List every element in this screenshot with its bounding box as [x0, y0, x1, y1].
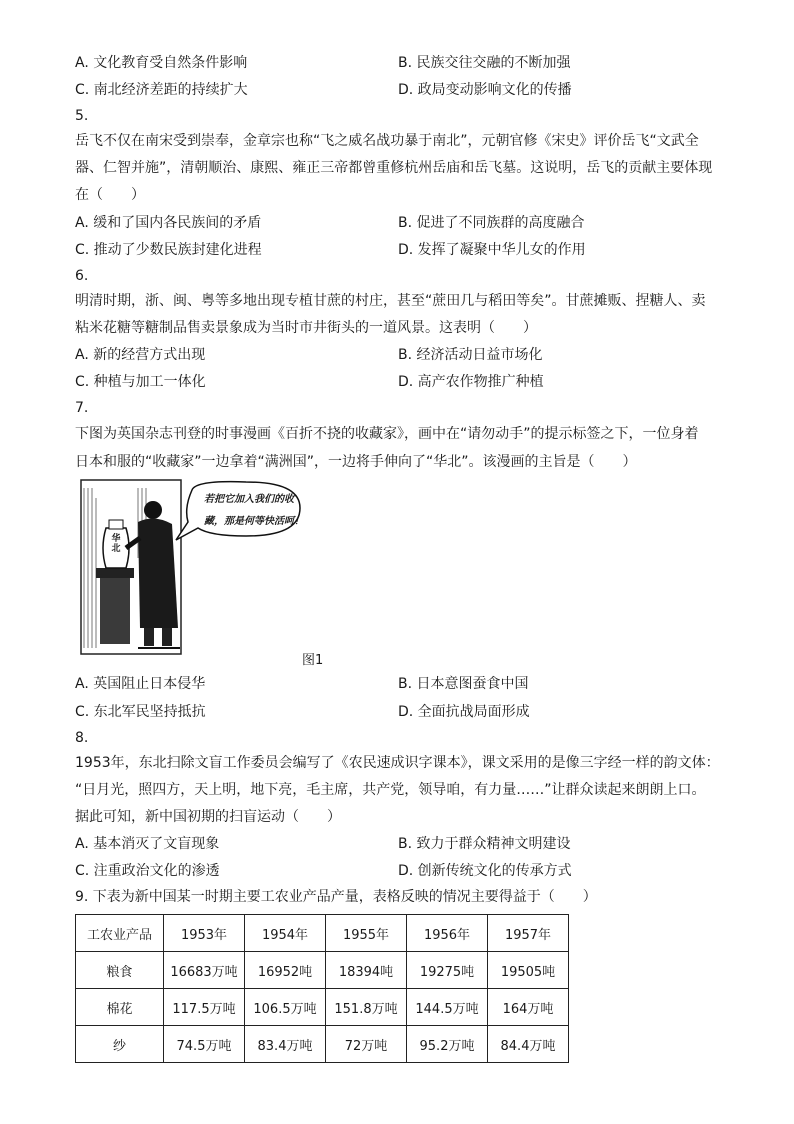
table-cell: 19275吨 [407, 952, 488, 989]
q8-stem-line-1: 1953年，东北扫除文盲工作委员会编写了《农民速成识字课本》，课文采用的是像三字经一样的韵文体： [75, 755, 720, 771]
table-cell: 74.5万吨 [164, 1026, 245, 1063]
table-cell: 纱 [76, 1026, 164, 1063]
table-row [76, 1026, 569, 1063]
q4-option-b: B. 民族交往交融的不断加强 [398, 55, 571, 71]
table-cell: 95.2万吨 [407, 1026, 488, 1063]
table-cell: 16683万吨 [164, 952, 245, 989]
q7-option-d: D. 全面抗战局面形成 [398, 704, 530, 720]
speech-text-line-1: 若把它加入我们的收 [204, 494, 294, 505]
q6-stem-line-1: 明清时期，浙、闽、粤等多地出现专植甘蔗的村庄，甚至“蔗田几与稻田等矣”。甘蔗摊贩、捏糖人、卖 [75, 293, 706, 309]
q7-option-c: C. 东北军民坚持抵抗 [75, 704, 206, 720]
table-row [76, 952, 569, 989]
q6-option-b: B. 经济活动日益市场化 [398, 347, 543, 363]
q6-option-a: A. 新的经营方式出现 [75, 347, 206, 363]
q5-option-c: C. 推动了少数民族封建化进程 [75, 242, 262, 258]
table-header-cell: 1957年 [488, 915, 569, 952]
q7-options-row-1 [75, 674, 725, 694]
q5-option-d: D. 发挥了凝聚中华儿女的作用 [398, 242, 586, 258]
q8-stem-line-2: “日月光，照四方，天上明，地下亮，毛主席，共产党，领导咱，有力量……”让群众读起来朗朗上口。 [75, 782, 706, 798]
q5-number: 5. [75, 108, 89, 124]
table-cell: 棉花 [76, 989, 164, 1026]
production-table [75, 914, 569, 1063]
figure-caption: 图1 [302, 653, 324, 668]
q6-stem-line-2: 粘米花糖等糖制品售卖景象成为当时市井街头的一道风景。这表明（ ） [75, 320, 537, 336]
q4-options-row-1 [75, 53, 725, 73]
q4-option-a: A. 文化教育受自然条件影响 [75, 55, 248, 71]
cartoon-figure [80, 478, 302, 656]
table-header-cell: 1956年 [407, 915, 488, 952]
q8-option-c: C. 注重政治文化的渗透 [75, 863, 220, 879]
table-cell: 151.8万吨 [326, 989, 407, 1026]
q5-option-b: B. 促进了不同族群的高度融合 [398, 215, 585, 231]
q6-options-row-2 [75, 372, 725, 392]
q7-stem-line-2: 日本和服的“收藏家”一边拿着“满洲国”，一边将手伸向了“华北”。该漫画的主旨是（ ） [75, 454, 637, 470]
table-cell: 19505吨 [488, 952, 569, 989]
table-cell: 16952吨 [245, 952, 326, 989]
q6-option-d: D. 高产农作物推广种植 [398, 374, 544, 390]
q4-options-row-2 [75, 80, 725, 100]
q5-stem-line-3: 在（ ） [75, 187, 145, 203]
q7-number: 7. [75, 400, 89, 416]
q9-stem: 9. 下表为新中国某一时期主要工农业产品产量，表格反映的情况主要得益于（ ） [75, 889, 597, 905]
table-header-cell: 1953年 [164, 915, 245, 952]
table-cell: 18394吨 [326, 952, 407, 989]
table-cell: 粮食 [76, 952, 164, 989]
table-cell: 106.5万吨 [245, 989, 326, 1026]
q5-stem-line-2: 器、仁智并施”，清朝顺治、康熙、雍正三帝都曾重修杭州岳庙和岳飞墓。这说明，岳飞的贡献主要体现 [75, 160, 713, 176]
q8-options-row-2 [75, 861, 725, 881]
table-cell: 83.4万吨 [245, 1026, 326, 1063]
q7-option-a: A. 英国阻止日本侵华 [75, 676, 206, 692]
q4-option-d: D. 政局变动影响文化的传播 [398, 82, 572, 98]
q4-option-c: C. 南北经济差距的持续扩大 [75, 82, 248, 98]
table-cell: 164万吨 [488, 989, 569, 1026]
q8-option-d: D. 创新传统文化的传承方式 [398, 863, 572, 879]
table-cell: 72万吨 [326, 1026, 407, 1063]
q7-option-b: B. 日本意图蚕食中国 [398, 676, 529, 692]
table-cell: 84.4万吨 [488, 1026, 569, 1063]
table-header-cell: 1955年 [326, 915, 407, 952]
table-cell: 144.5万吨 [407, 989, 488, 1026]
q5-options-row-1 [75, 213, 725, 233]
vase-label: 华北 [111, 534, 121, 554]
q5-options-row-2 [75, 240, 725, 260]
q8-option-a: A. 基本消灭了文盲现象 [75, 836, 220, 852]
q8-number: 8. [75, 730, 89, 746]
q8-option-b: B. 致力于群众精神文明建设 [398, 836, 571, 852]
speech-text-line-2: 藏，那是何等快活呵！ [204, 516, 304, 527]
table-cell: 117.5万吨 [164, 989, 245, 1026]
table-row [76, 989, 569, 1026]
q6-number: 6. [75, 268, 89, 284]
table-header-cell: 工农业产品 [76, 915, 164, 952]
q5-option-a: A. 缓和了国内各民族间的矛盾 [75, 215, 262, 231]
q6-options-row-1 [75, 345, 725, 365]
q6-option-c: C. 种植与加工一体化 [75, 374, 206, 390]
q8-stem-line-3: 据此可知，新中国初期的扫盲运动（ ） [75, 809, 341, 825]
q8-options-row-1 [75, 834, 725, 854]
q7-options-row-2 [75, 702, 725, 722]
table-header-cell: 1954年 [245, 915, 326, 952]
q5-stem-line-1: 岳飞不仅在南宋受到崇奉，金章宗也称“飞之威名战功暴于南北”，元朝官修《宋史》评价岳飞“文武全 [75, 133, 699, 149]
table-header-row [76, 915, 569, 952]
q7-stem-line-1: 下图为英国杂志刊登的时事漫画《百折不挠的收藏家》，画中在“请勿动手”的提示标签之下，一位身着 [75, 426, 699, 442]
